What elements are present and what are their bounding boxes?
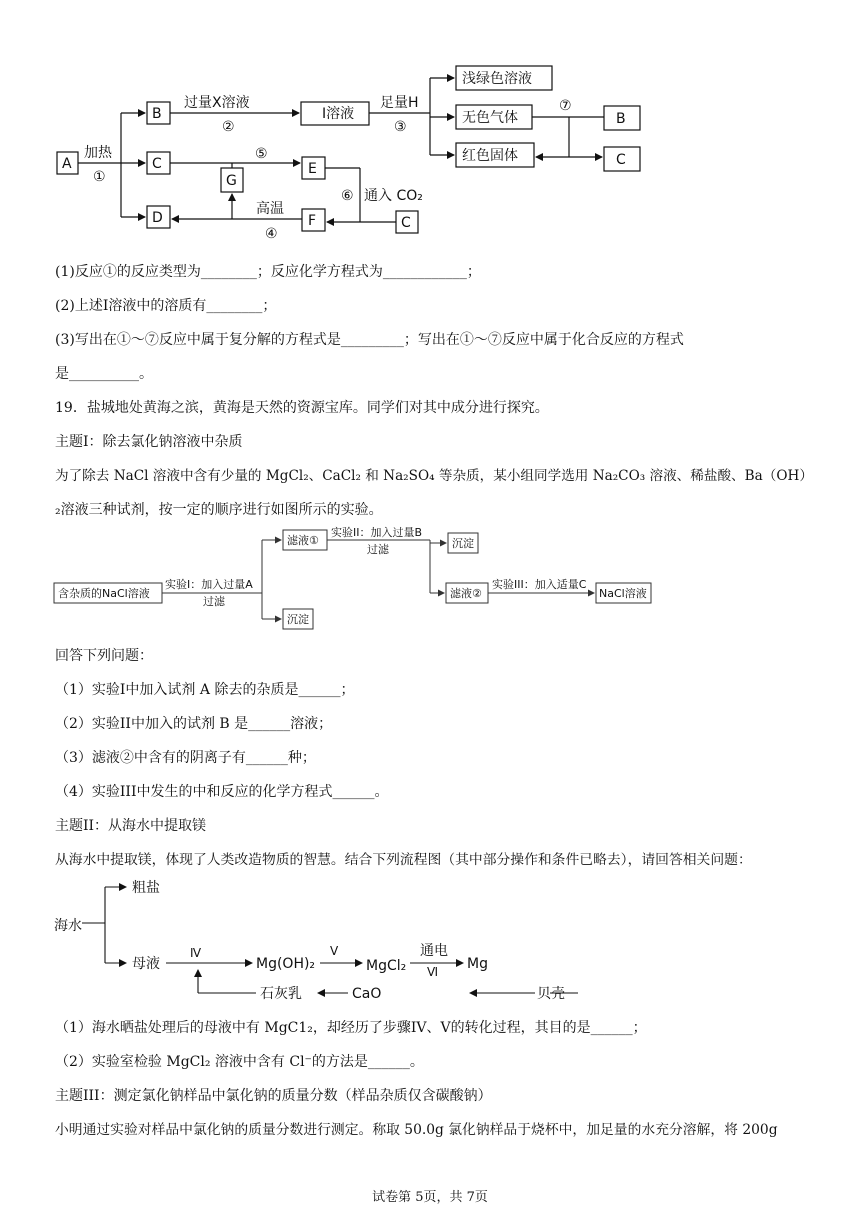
mother-liquor: 母液 <box>132 956 160 972</box>
node-a: A <box>62 156 72 172</box>
q18-part3-cont: 是__________。 <box>55 366 153 382</box>
node-d: D <box>152 210 163 226</box>
cao: CaO <box>352 986 382 1002</box>
mg-oh-2: Mg(OH)₂ <box>256 956 316 972</box>
label-heat: 加热 <box>84 145 112 161</box>
q18-part3: (3)写出在①～⑦反应中属于复分解的方程式是_________；写出在①～⑦反应中属于化合反应的方程式 <box>55 332 684 348</box>
theme3-title: 主题III：测定氯化钠样品中氯化钠的质量分数（样品杂质仅含碳酸钠） <box>55 1088 492 1104</box>
theme1-q1: （1）实验I中加入试剂 A 除去的杂质是______； <box>55 682 355 698</box>
mg-cl-2: MgCl₂ <box>366 958 407 974</box>
label-step5: ⑤ <box>255 146 268 162</box>
answer-intro: 回答下列问题： <box>55 648 153 664</box>
theme2-desc: 从海水中提取镁，体现了人类改造物质的智慧。结合下列流程图（其中部分操作和条件已略去），请回答相关问题： <box>55 852 752 868</box>
theme3-desc: 小明通过实验对样品中氯化钠的质量分数进行测定。称取 50.0g 氯化钠样品于烧杯中，加足量的水充分溶解，将 200g <box>55 1122 778 1138</box>
precipitate1: 沉淀 <box>287 613 309 626</box>
node-b: B <box>152 106 162 122</box>
lime-milk: 石灰乳 <box>260 986 302 1002</box>
theme1-desc-line1: 为了除去 NaCl 溶液中含有少量的 MgCl₂、CaCl₂ 和 Na₂SO₄ 等杂质，某小组同学选用 Na₂CO₃ 溶液、稀盐酸、Ba（OH） <box>55 468 813 484</box>
theme2-q1: （1）海水晒盐处理后的母液中有 MgC1₂，却经历了步骤IV、V的转化过程，其目的是______； <box>55 1020 647 1036</box>
theme1-title: 主题I：除去氯化钠溶液中杂质 <box>55 434 243 450</box>
step5-label: V <box>330 944 339 958</box>
filter1-label: 过滤 <box>203 595 225 608</box>
q18-part1: (1)反应①的反应类型为________；反应化学方程式为____________； <box>55 264 481 280</box>
step6-label: Ⅵ <box>427 965 439 979</box>
theme1-q3: （3）滤液②中含有的阴离子有______种； <box>55 750 316 766</box>
label-co2: 通入 CO₂ <box>364 188 423 204</box>
label-step4: ④ <box>265 226 278 242</box>
label-step3: ③ <box>394 119 407 135</box>
theme1-q2: （2）实验II中加入的试剂 B 是______溶液； <box>55 716 333 732</box>
precipitate2: 沉淀 <box>452 537 474 550</box>
step4-label: Ⅳ <box>190 946 202 960</box>
exp1-label: 实验I：加入过量A <box>165 578 253 591</box>
label-step6: ⑥ <box>341 188 354 204</box>
reaction-flow-diagram <box>0 0 860 245</box>
node-c-right: C <box>616 152 626 168</box>
start-solution: 含杂质的NaCl溶液 <box>58 587 150 600</box>
end-solution: NaCl溶液 <box>599 587 647 600</box>
node-f: F <box>308 213 317 229</box>
node-c-bottom: C <box>401 215 411 231</box>
node-c: C <box>152 156 162 172</box>
magnesium-extraction-diagram <box>0 875 860 1005</box>
label-step7: ⑦ <box>559 98 572 114</box>
theme1-desc-line2: ₂溶液三种试剂，按一定的顺序进行如图所示的实验。 <box>55 502 383 518</box>
label-high-temp: 高温 <box>256 201 284 217</box>
seawater: 海水 <box>54 918 82 934</box>
node-red-solid: 红色固体 <box>462 148 518 164</box>
theme2-q2: （2）实验室检验 MgCl₂ 溶液中含有 Cl⁻的方法是______。 <box>55 1054 424 1070</box>
label-excess-x: 过量X溶液 <box>184 95 250 111</box>
node-b-right: B <box>616 111 626 127</box>
exp3-label: 实验III：加入适量C <box>492 578 587 591</box>
filter2-label: 过滤 <box>367 543 389 556</box>
crude-salt: 粗盐 <box>132 880 160 896</box>
filtrate2: 滤液② <box>450 587 482 600</box>
q18-part2: (2)上述I溶液中的溶质有________； <box>55 298 277 314</box>
label-enough-h: 足量H <box>380 95 419 111</box>
electrolysis-label: 通电 <box>420 943 448 959</box>
page-footer: 试卷第 5页，共 7页 <box>372 1190 488 1205</box>
shell: 贝壳 <box>537 986 565 1002</box>
mg: Mg <box>467 956 488 972</box>
q19-intro: 19．盐城地处黄海之滨，黄海是天然的资源宝库。同学们对其中成分进行探究。 <box>55 400 549 416</box>
exp2-label: 实验II：加入过量B <box>331 526 423 539</box>
theme2-title: 主题II：从海水中提取镁 <box>55 818 207 834</box>
theme1-q4: （4）实验III中发生的中和反应的化学方程式______。 <box>55 784 389 800</box>
node-i-solution: I溶液 <box>322 106 355 122</box>
node-colorless-gas: 无色气体 <box>462 110 518 126</box>
label-step1: ① <box>93 169 106 185</box>
node-green-solution: 浅绿色溶液 <box>462 71 532 87</box>
node-g: G <box>226 173 237 189</box>
label-step2: ② <box>222 119 235 135</box>
filtrate1: 滤液① <box>287 534 319 547</box>
purification-flow-diagram <box>0 525 860 635</box>
node-e: E <box>308 161 317 177</box>
